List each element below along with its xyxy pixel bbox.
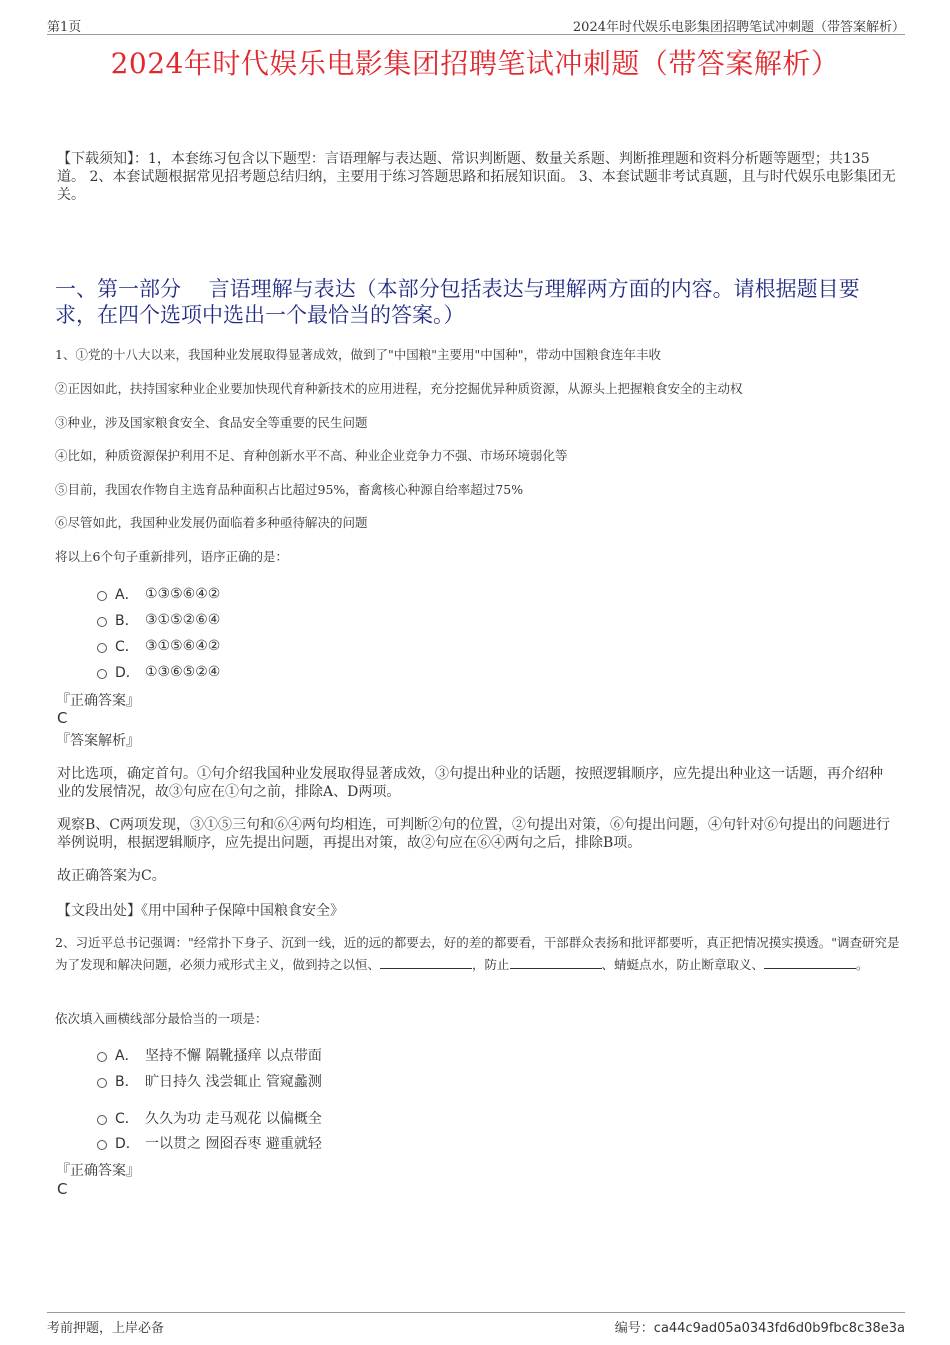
q2-prompt: 依次填入画横线部分最恰当的一项是： <box>55 1011 268 1026</box>
q1-analysis-3: 故正确答案为C。 <box>57 868 166 884</box>
q2-stem-part-4: 。 <box>856 957 869 972</box>
section-title: 一、第一部分 言语理解与表达（本部分包括表达与理解两方面的内容。请根据题目要求，在四个选项中选出一个最恰当的答案。） <box>55 277 860 327</box>
footer-code <box>615 1317 905 1336</box>
radio-icon[interactable] <box>97 1052 107 1062</box>
q2-answer: C <box>57 1180 68 1198</box>
q1-analysis-1: 对比选项，确定首句。①句介绍我国种业发展取得显著成效，③句提出种业的话题，按照逻辑顺序，应先提出种业这一话题，再介绍种业的发展情况，故③句应在①句之前，排除A、D两项。 <box>57 766 883 800</box>
page-title: 2024年时代娱乐电影集团招聘笔试冲刺题（带答案解析） <box>110 47 840 80</box>
q1-option-c[interactable] <box>97 636 220 656</box>
footer-slogan: 考前押题，上岸必备 <box>47 1321 165 1336</box>
header-doc-title: 2024年时代娱乐电影集团招聘笔试冲刺题（带答案解析） <box>572 20 905 35</box>
q2-stem-part-2: ，防止 <box>472 957 510 972</box>
q1-sentence-5: ⑤目前，我国农作物自主选育品种面积占比超过95%，畜禽核心种源自给率超过75% <box>55 482 524 497</box>
q2-stem-part-1: 2、习近平总书记强调："经常扑下身子、沉到一线，近的远的都要去，好的差的都要看，干部群众表扬和批评都要听，真正把情况摸实摸透。"调查研究是为了发现和解决问题，必须力戒形式主义，做到持之以恒、 <box>55 935 900 972</box>
radio-icon[interactable] <box>97 591 107 601</box>
q2-stem <box>55 932 900 976</box>
option-key: A． <box>115 1048 139 1064</box>
footer-code-value: ca44c9ad05a0343fd6d0b9fbc8c38e3a <box>653 1321 905 1336</box>
blank-1[interactable] <box>380 956 472 969</box>
option-text: 坚持不懈 隔靴搔痒 以点带面 <box>145 1048 322 1064</box>
option-text: ①③⑥⑤②④ <box>145 664 221 680</box>
radio-icon[interactable] <box>97 1140 107 1150</box>
q1-sentence-2: ②正因如此，扶持国家种业企业要加快现代育种新技术的应用进程，充分挖掘优异种质资源，从源头上把握粮食安全的主动权 <box>55 381 743 396</box>
q2-option-d[interactable] <box>97 1133 322 1153</box>
q2-option-b[interactable] <box>97 1071 322 1091</box>
radio-icon[interactable] <box>97 617 107 627</box>
q2-stem-part-3: 、蜻蜓点水，防止断章取义、 <box>601 957 765 972</box>
q1-option-a[interactable] <box>97 584 220 604</box>
option-key: B． <box>115 613 139 629</box>
option-text: ③①⑤⑥④② <box>145 638 221 654</box>
q1-source: 【文段出处】《用中国种子保障中国粮食安全》 <box>57 903 344 919</box>
blank-3[interactable] <box>764 956 856 969</box>
q1-prompt: 将以上6个句子重新排列，语序正确的是： <box>55 549 288 564</box>
page-footer <box>47 1312 905 1337</box>
option-text: 久久为功 走马观花 以偏概全 <box>145 1111 322 1127</box>
q1-sentence-6: ⑥尽管如此，我国种业发展仍面临着多种亟待解决的问题 <box>55 515 368 530</box>
option-key: A． <box>115 587 139 603</box>
radio-icon[interactable] <box>97 1115 107 1125</box>
q1-sentence-1: 1、①党的十八大以来，我国种业发展取得显著成效，做到了"中国粮"主要用"中国种"，带动中国粮食连年丰收 <box>55 347 661 362</box>
option-key: B． <box>115 1074 139 1090</box>
q2-answer-label: 『正确答案』 <box>56 1163 140 1179</box>
q1-answer-label: 『正确答案』 <box>56 693 140 709</box>
option-text: ①③⑤⑥④② <box>145 586 221 602</box>
radio-icon[interactable] <box>97 643 107 653</box>
q2-option-a[interactable] <box>97 1045 322 1065</box>
q1-option-b[interactable] <box>97 610 220 630</box>
footer-code-label: 编号： <box>614 1321 654 1336</box>
q2-option-c[interactable] <box>97 1108 322 1128</box>
q1-analysis-2: 观察B、C两项发现，③①⑤三句和⑥④两句均相连，可判断②句的位置，②句提出对策，⑥句提出问题，④句针对⑥句提出的问题进行举例说明，根据逻辑顺序，应先提出问题，再提出对策，故②句应在⑥④两句之后，排除B项。 <box>57 817 890 851</box>
q1-option-d[interactable] <box>97 662 220 682</box>
blank-2[interactable] <box>510 956 602 969</box>
page-header <box>47 14 905 35</box>
q1-answer: C <box>57 709 68 727</box>
option-text: 一以贯之 囫囵吞枣 避重就轻 <box>145 1136 322 1152</box>
option-key: D． <box>115 665 140 681</box>
option-key: C． <box>115 639 139 655</box>
page-number: 第1页 <box>47 20 82 35</box>
q1-analysis-label: 『答案解析』 <box>56 733 140 749</box>
option-key: C． <box>115 1111 139 1127</box>
option-text: ③①⑤②⑥④ <box>145 612 221 628</box>
option-key: D． <box>115 1136 140 1152</box>
download-notice: 【下载须知】：1，本套练习包含以下题型：言语理解与表达题、常识判断题、数量关系题、判断推理题和资料分析题等题型；共135道。 2、本套试题根据常见招考题总结归纳，主要用于练习答题思路和拓展知识面。 3、本套试题非考试真题，且与时代娱乐电影集团无关。 <box>57 151 896 203</box>
radio-icon[interactable] <box>97 1078 107 1088</box>
q1-sentence-4: ④比如，种质资源保护利用不足、育种创新水平不高、种业企业竞争力不强、市场环境弱化等 <box>55 448 568 463</box>
option-text: 旷日持久 浅尝辄止 管窥蠡测 <box>145 1074 322 1090</box>
radio-icon[interactable] <box>97 669 107 679</box>
q1-sentence-3: ③种业，涉及国家粮食安全、食品安全等重要的民生问题 <box>55 415 368 430</box>
